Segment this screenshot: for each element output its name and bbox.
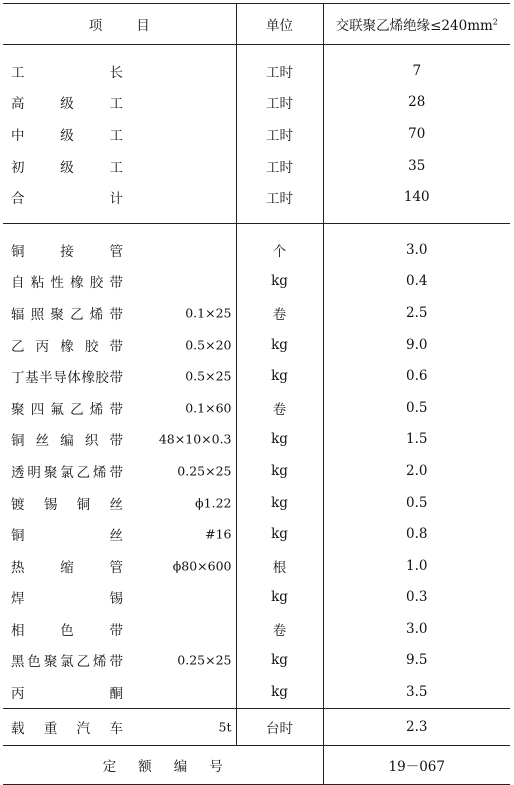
- item-name-char: 橡: [70, 275, 84, 292]
- unit-cell: kg: [236, 424, 323, 456]
- item-cell: [3, 55, 236, 87]
- item-name-char: 铜: [76, 496, 91, 513]
- item-cell: [3, 455, 236, 487]
- item-name-char: 自: [11, 275, 25, 292]
- quantity-cell: 0.4: [323, 266, 510, 298]
- quantity-cell: 0.6: [323, 360, 510, 392]
- item-cell: [3, 645, 236, 677]
- item-cell: [3, 582, 236, 614]
- item-name-char: 合: [11, 191, 25, 208]
- material-row: [3, 266, 510, 298]
- unit-cell: 卷: [236, 297, 323, 329]
- item-name-char: 聚: [11, 401, 25, 418]
- item-name-char: 聚: [50, 306, 64, 323]
- material-row: [3, 392, 510, 424]
- item-cell: [3, 613, 236, 645]
- item-name-char: 丁: [11, 370, 25, 387]
- item-cell: [3, 424, 236, 456]
- item-name-char: 工: [109, 96, 123, 113]
- item-name-char: 汽: [76, 720, 91, 737]
- item-name-char: 接: [60, 243, 74, 260]
- header-quantity: [323, 4, 510, 45]
- item-cell: [3, 266, 236, 298]
- quantity-cell: 3.0: [323, 613, 510, 645]
- item-cell: [3, 518, 236, 550]
- quantity-cell: 0.5: [323, 392, 510, 424]
- item-spec: 0.5×20: [185, 337, 232, 353]
- item-name-char: 带: [109, 622, 123, 639]
- item-name: [11, 61, 123, 81]
- material-row: [3, 613, 510, 645]
- item-name-char: 丝: [35, 433, 50, 450]
- item-name-char: 级: [60, 96, 74, 113]
- item-name-char: 色: [27, 654, 41, 671]
- item-name-char: 高: [11, 96, 25, 113]
- spacer-cell: [236, 45, 323, 56]
- item-name: [11, 156, 123, 176]
- quantity-cell: 2.3: [323, 708, 510, 745]
- header-unit: 单位: [236, 4, 323, 45]
- item-name-char: 车: [109, 720, 123, 737]
- quantity-cell: 3.5: [323, 676, 510, 708]
- item-name-char: 镀: [11, 496, 25, 513]
- item-name-char: 丙: [11, 686, 25, 703]
- item-name-char: 丝: [109, 496, 123, 513]
- item-name-char: 烯: [93, 464, 107, 481]
- unit-cell: 根: [236, 550, 323, 582]
- unit-cell: kg: [236, 582, 323, 614]
- item-name: [11, 271, 123, 291]
- material-row: [3, 676, 510, 708]
- unit-cell: kg: [236, 266, 323, 298]
- spacer-cell: [323, 45, 510, 56]
- item-spec: 0.1×25: [185, 305, 232, 321]
- item-name: [11, 429, 123, 449]
- item-spec: #16: [205, 526, 232, 542]
- material-row: [3, 550, 510, 582]
- quantity-cell: 1.5: [323, 424, 510, 456]
- item-name-char: 四: [30, 401, 45, 418]
- item-name: [11, 398, 123, 418]
- spacer-cell: [3, 213, 236, 224]
- item-name: [11, 493, 123, 513]
- spacer-row: [3, 213, 510, 224]
- item-cell: [3, 360, 236, 392]
- quantity-cell: 2.5: [323, 297, 510, 329]
- quantity-cell: 7: [323, 55, 510, 87]
- material-row: [3, 582, 510, 614]
- item-name-char: 烯: [89, 401, 104, 418]
- item-name-char: 聚: [43, 654, 58, 671]
- item-name-char: 胶: [89, 275, 104, 292]
- item-name: [11, 124, 123, 144]
- item-name: [11, 717, 123, 737]
- item-name-char: 烯: [93, 654, 107, 671]
- item-name-char: 胶: [95, 370, 109, 387]
- item-name-char: 管: [109, 559, 123, 576]
- item-name-char: 体: [67, 370, 81, 387]
- item-name: [11, 524, 123, 544]
- spacer-cell: [236, 213, 323, 224]
- item-cell: [3, 150, 236, 182]
- item-name-char: 织: [84, 433, 99, 450]
- material-row: [3, 518, 510, 550]
- item-name-char: 橡: [81, 370, 95, 387]
- item-name-char: 酮: [109, 686, 123, 703]
- item-spec: 0.5×25: [185, 368, 232, 384]
- item-spec: 48×10×0.3: [158, 431, 232, 447]
- item-name-char: 聚: [43, 464, 58, 481]
- unit-cell: kg: [236, 455, 323, 487]
- item-name-char: 编: [60, 433, 74, 450]
- item-cell: [3, 329, 236, 361]
- item-name-char: 胶: [84, 338, 99, 355]
- item-name-char: 缩: [60, 559, 74, 576]
- unit-cell: 卷: [236, 613, 323, 645]
- item-name: [11, 619, 123, 639]
- material-row: [3, 360, 510, 392]
- labor-row: [3, 87, 510, 119]
- item-spec: ϕ1.22: [195, 495, 232, 511]
- item-name-char: 乙: [70, 401, 84, 418]
- unit-cell: 个: [236, 234, 323, 266]
- item-cell: [3, 487, 236, 519]
- item-name: [11, 587, 123, 607]
- item-name-char: 热: [11, 559, 25, 576]
- unit-cell: kg: [236, 329, 323, 361]
- spacer-row: [3, 223, 510, 234]
- item-name-char: 色: [60, 622, 74, 639]
- item-name-char: 重: [43, 720, 58, 737]
- unit-cell: 工时: [236, 118, 323, 150]
- header-item: 项目: [3, 4, 236, 45]
- item-name: [11, 303, 123, 323]
- item-cell: [3, 234, 236, 266]
- item-name-char: 带: [109, 433, 123, 450]
- spacer-cell: [3, 45, 236, 56]
- unit-cell: 卷: [236, 392, 323, 424]
- quota-code-row: [3, 745, 510, 784]
- quantity-cell: 1.0: [323, 550, 510, 582]
- item-name: [11, 682, 123, 702]
- quantity-cell: 70: [323, 118, 510, 150]
- header-quantity-label: 交联聚乙烯绝缘≤240mm: [335, 18, 493, 34]
- item-name-char: 载: [11, 720, 25, 737]
- quantity-cell: 2.0: [323, 455, 510, 487]
- item-cell: [3, 550, 236, 582]
- item-name-char: 锡: [43, 496, 58, 513]
- item-spec: 0.25×25: [177, 463, 232, 479]
- item-name-char: 带: [109, 338, 123, 355]
- item-name-char: 乙: [70, 306, 84, 323]
- spacer-cell: [236, 223, 323, 234]
- item-name-char: 橡: [60, 338, 74, 355]
- material-row: [3, 645, 510, 677]
- item-name-char: 工: [109, 159, 123, 176]
- header-quantity-superscript: 2: [492, 17, 498, 27]
- item-spec: 0.25×25: [177, 652, 232, 668]
- quantity-cell: 3.0: [323, 234, 510, 266]
- material-row: [3, 455, 510, 487]
- quantity-cell: 35: [323, 150, 510, 182]
- unit-cell: 台时: [236, 708, 323, 745]
- quantity-cell: 9.5: [323, 645, 510, 677]
- item-name: [11, 650, 123, 670]
- unit-cell: kg: [236, 487, 323, 519]
- quantity-cell: 140: [323, 181, 510, 213]
- item-name-char: 半: [39, 370, 53, 387]
- item-cell: [3, 392, 236, 424]
- item-name-char: 丙: [35, 338, 50, 355]
- item-name-char: 基: [25, 370, 39, 387]
- item-name-char: 导: [53, 370, 67, 387]
- item-name: [11, 556, 123, 576]
- item-name-char: 乙: [76, 464, 91, 481]
- item-name-char: 带: [109, 464, 123, 481]
- spacer-cell: [323, 213, 510, 224]
- unit-cell: kg: [236, 645, 323, 677]
- item-name-char: 氟: [50, 401, 64, 418]
- item-cell: [3, 118, 236, 150]
- item-name-char: 管: [109, 243, 123, 260]
- item-name-char: 相: [11, 622, 25, 639]
- unit-cell: 工时: [236, 150, 323, 182]
- unit-cell: kg: [236, 360, 323, 392]
- unit-cell: 工时: [236, 55, 323, 87]
- item-name-char: 中: [11, 127, 25, 144]
- labor-row: [3, 118, 510, 150]
- item-name-char: 丝: [109, 528, 123, 545]
- labor-row: [3, 181, 510, 213]
- quantity-cell: 9.0: [323, 329, 510, 361]
- item-spec: 0.1×60: [185, 400, 232, 416]
- item-name: [11, 92, 123, 112]
- item-name-char: 辐: [11, 306, 25, 323]
- spacer-cell: [3, 223, 236, 234]
- quota-code-value: 19－067: [323, 745, 510, 784]
- item-name-char: 级: [60, 127, 74, 144]
- item-name-char: 黑: [11, 654, 25, 671]
- item-name-char: 工: [109, 127, 123, 144]
- item-name: [11, 461, 123, 481]
- item-cell: [3, 708, 236, 745]
- item-name-char: 铜: [11, 433, 25, 450]
- material-row: [3, 487, 510, 519]
- item-name: [11, 335, 123, 355]
- material-row: [3, 234, 510, 266]
- item-name-char: 级: [60, 159, 74, 176]
- unit-cell: 工时: [236, 181, 323, 213]
- spacer-cell: [323, 223, 510, 234]
- item-name-char: 烯: [89, 306, 104, 323]
- item-name-char: 长: [109, 64, 123, 81]
- item-name-char: 乙: [76, 654, 91, 671]
- item-name-char: 透: [11, 464, 25, 481]
- material-row: [3, 329, 510, 361]
- item-name-char: 带: [109, 275, 123, 292]
- header-row: [3, 4, 510, 45]
- item-name-char: 初: [11, 159, 25, 176]
- quantity-cell: 28: [323, 87, 510, 119]
- item-cell: [3, 87, 236, 119]
- item-cell: [3, 676, 236, 708]
- unit-cell: kg: [236, 518, 323, 550]
- item-cell: [3, 297, 236, 329]
- item-name-char: 性: [50, 275, 64, 292]
- labor-row: [3, 150, 510, 182]
- item-spec: 5t: [218, 719, 232, 735]
- item-name-char: 计: [109, 191, 123, 208]
- item-name-char: 锡: [109, 591, 123, 608]
- quantity-cell: 0.5: [323, 487, 510, 519]
- item-name-char: 铜: [11, 243, 25, 260]
- unit-cell: 工时: [236, 87, 323, 119]
- item-spec: ϕ80×600: [172, 558, 232, 574]
- item-name-char: 焊: [11, 591, 25, 608]
- labor-row: [3, 55, 510, 87]
- item-name-char: 带: [109, 370, 123, 387]
- vehicle-row: [3, 708, 510, 745]
- material-row: [3, 424, 510, 456]
- item-name: [11, 187, 123, 207]
- item-name-char: 带: [109, 654, 123, 671]
- item-name-char: 氯: [60, 654, 74, 671]
- quantity-cell: 0.3: [323, 582, 510, 614]
- item-name: [11, 366, 123, 386]
- item-name-char: 铜: [11, 528, 25, 545]
- quantity-cell: 0.8: [323, 518, 510, 550]
- item-name-char: 明: [27, 464, 41, 481]
- quota-code-label: 定额编号: [3, 745, 323, 784]
- quota-table: [3, 3, 510, 785]
- material-row: [3, 297, 510, 329]
- unit-cell: kg: [236, 676, 323, 708]
- item-cell: [3, 181, 236, 213]
- item-name: [11, 240, 123, 260]
- item-name-char: 工: [11, 64, 25, 81]
- spacer-row: [3, 45, 510, 56]
- item-name-char: 照: [30, 306, 45, 323]
- item-name-char: 粘: [30, 275, 45, 292]
- item-name-char: 氯: [60, 464, 74, 481]
- item-name-char: 乙: [11, 338, 25, 355]
- item-name-char: 带: [109, 306, 123, 323]
- item-name-char: 带: [109, 401, 123, 418]
